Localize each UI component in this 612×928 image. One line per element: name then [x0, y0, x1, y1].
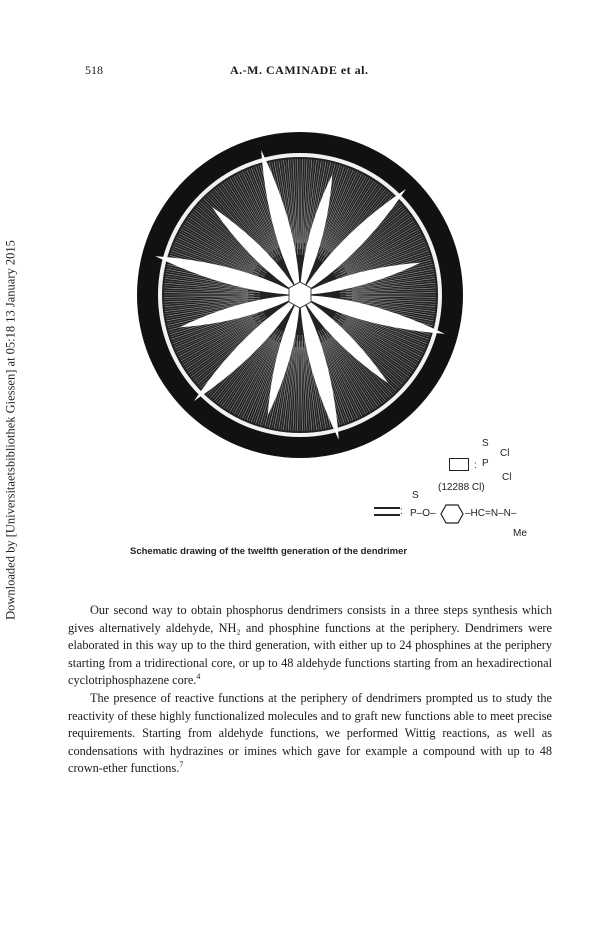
figure-caption: Schematic drawing of the twelfth generation of the dendrimer: [130, 546, 408, 557]
citation-4: 4: [196, 672, 201, 682]
running-head-authors: A.-M. CAMINADE et al.: [230, 63, 369, 77]
atom-cl-1: Cl: [500, 448, 510, 459]
phenylene-ring: [440, 503, 464, 525]
linker-tail: –HC=N–N–: [465, 508, 517, 519]
download-watermark: Downloaded by [Universitaetsbibliothek Giessen] at 05:18 13 January 2015: [3, 240, 18, 620]
citation-7: 7: [179, 760, 184, 770]
chlorine-count: (12288 Cl): [438, 482, 485, 493]
atom-p: P: [482, 458, 489, 469]
core-hexagon: [289, 282, 311, 308]
end-group-box: [449, 458, 469, 471]
page-number: 518: [85, 63, 103, 77]
paragraph-2: The presence of reactive functions at the periphery of dendrimers prompted us to study the reactivity of these highly functionalized molecules and to graft new functions able to meet precise requirements. Starting from aldehyde functions, we performed Wittig reactions, as well as condensations with hydrazines or imines which gave for example a compound with up to 48 crown-ether functions.$^7$: [68, 690, 552, 776]
atom-cl-2: Cl: [502, 472, 512, 483]
paragraph-1: Our second way to obtain phosphorus dendrimers consists in a three steps synthesis which gives alternatively aldehyde, NH₂ and phosphine functions at the periphery. Dendrimers were elaborated in this way up to the third generation, with either up to 24 phosphines at the periphery starting from a tridirectional core, or up to 48 aldehyde functions starting from an hexadirectional cyclotriphosphazene core.$^4$: [68, 603, 552, 688]
body-text: [68, 602, 552, 778]
dendrimer-schematic: [135, 130, 465, 460]
linker-me: Me: [513, 528, 527, 539]
atom-s: S: [482, 438, 489, 449]
linker-s: S: [412, 490, 419, 501]
linker-p-o: P–O–: [410, 508, 436, 519]
